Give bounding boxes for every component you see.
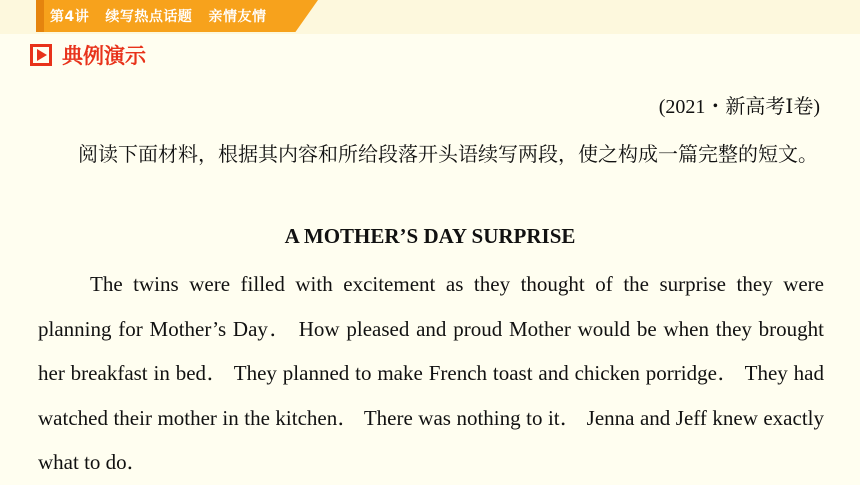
lecture-number: 第4讲	[50, 9, 90, 25]
instructions-text: 阅读下面材料，根据其内容和所给段落开头语续写两段，使之构成一篇完整的短文。	[78, 142, 818, 166]
lesson-header	[50, 6, 267, 26]
play-icon	[30, 44, 52, 66]
source-citation: (2021・新高考Ⅰ卷)	[658, 96, 820, 118]
header-tab-edge	[36, 0, 44, 32]
lecture-subtopic: 亲情友情	[208, 9, 267, 25]
section-title: 典例演示	[62, 44, 146, 68]
article-paragraph: The twins were filled with excitement as they thought of the surprise they were planning for Mother’s Day． How pleased and proud Mother would be when they brought her breakfast in bed． They planned to make French toast and chicken porridge． They had watched their mother in the kitchen． There was nothing to it． Jenna and Jeff knew exactly what to do．	[38, 272, 824, 474]
lecture-topic: 续写热点话题	[105, 9, 193, 25]
article-title: A MOTHER’S DAY SURPRISE	[284, 224, 576, 248]
